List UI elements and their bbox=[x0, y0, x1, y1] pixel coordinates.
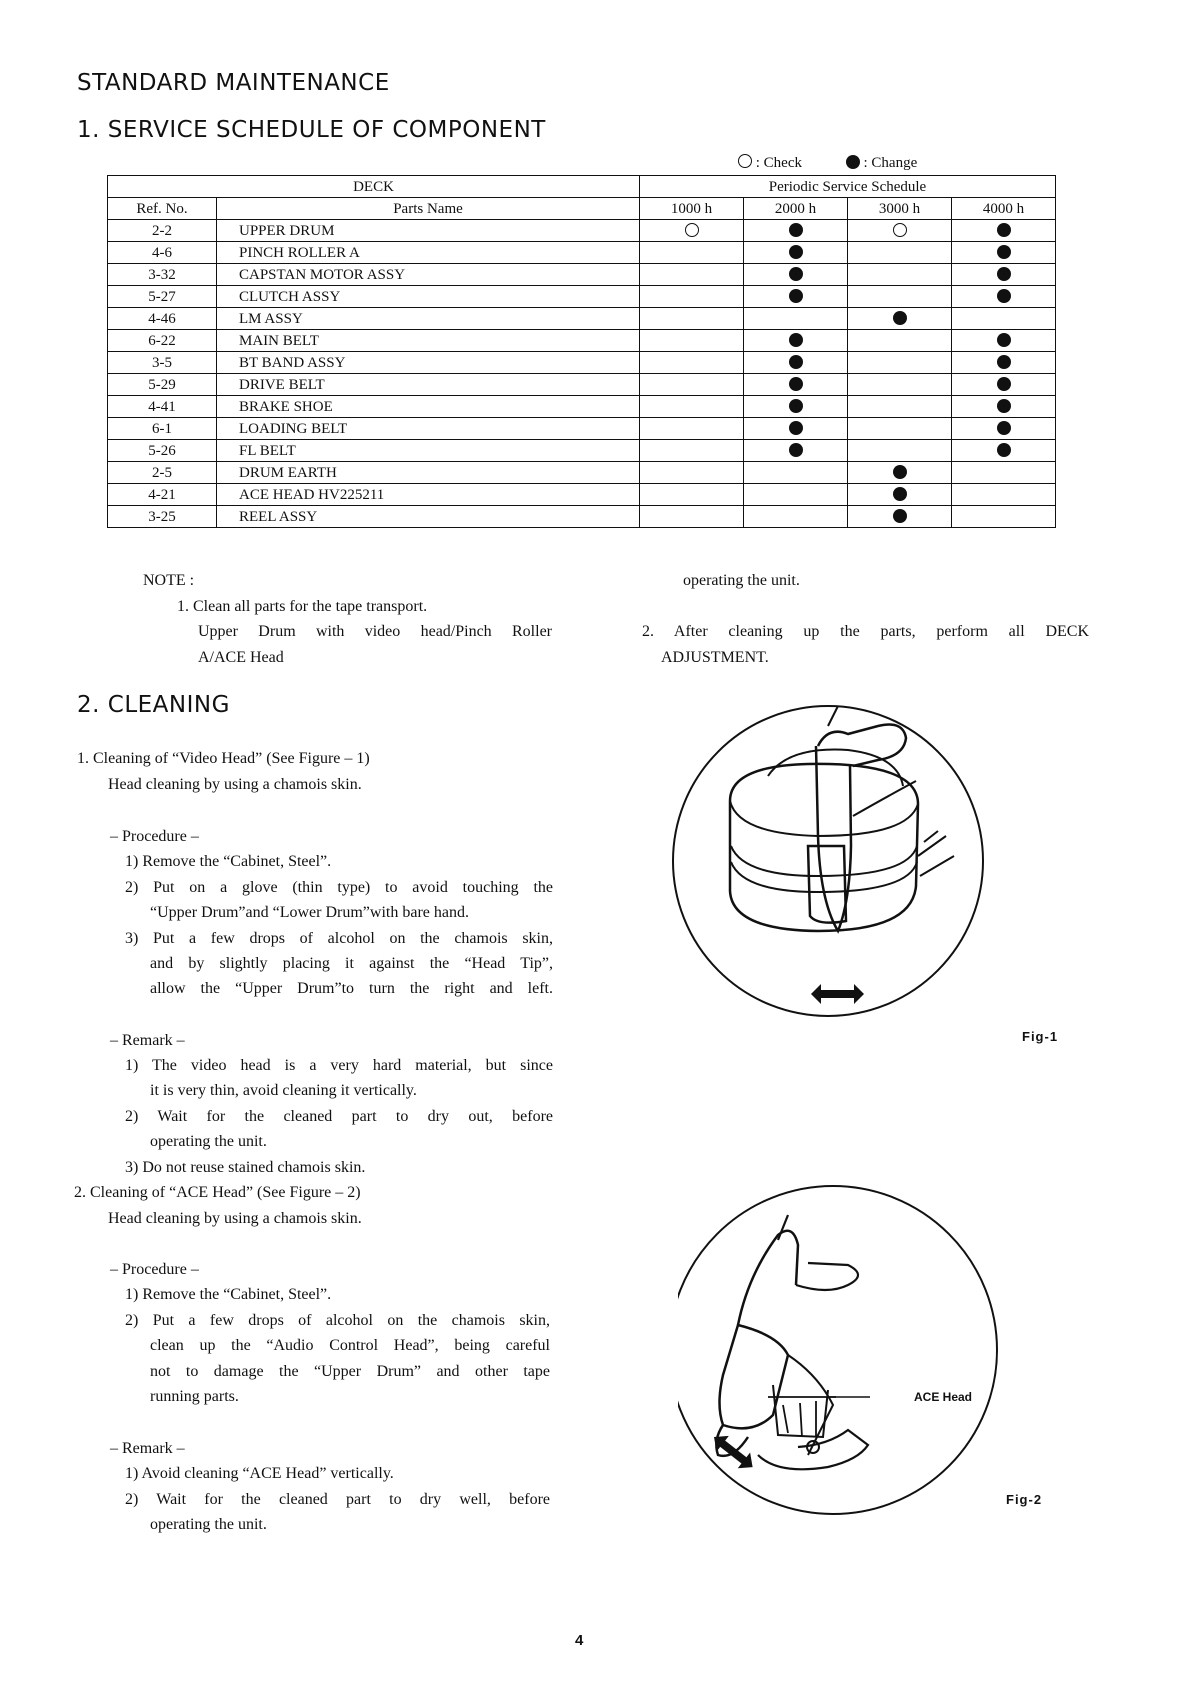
schedule-cell bbox=[848, 374, 952, 396]
table-row bbox=[108, 264, 1056, 286]
parts-name-cell: BRAKE SHOE bbox=[217, 396, 640, 418]
change-dot-icon bbox=[789, 333, 803, 347]
clean1-title: 1. Cleaning of “Video Head” (See Figure – 1) bbox=[77, 750, 370, 767]
clean1-remark-1-line2: it is very thin, avoid cleaning it vertically. bbox=[150, 1082, 417, 1099]
figure-2-ace-head-cleaning bbox=[678, 1175, 998, 1530]
ref-no-cell: 4-6 bbox=[108, 242, 217, 264]
table-row bbox=[108, 396, 1056, 418]
hour-header: 2000 h bbox=[744, 198, 848, 220]
ref-no-cell: 3-25 bbox=[108, 506, 217, 528]
ref-no-cell: 5-26 bbox=[108, 440, 217, 462]
schedule-cell bbox=[744, 374, 848, 396]
clean1-step-3: 3) Put a few drops of alcohol on the chamois skin, bbox=[125, 930, 553, 947]
clean1-remark-1: 1) The video head is a very hard material, but since bbox=[125, 1057, 553, 1074]
section2-title: 2. CLEANING bbox=[77, 692, 230, 718]
clean2-step-2-line4: running parts. bbox=[150, 1388, 239, 1405]
schedule-cell bbox=[744, 308, 848, 330]
hour-header: 4000 h bbox=[952, 198, 1056, 220]
page-title: STANDARD MAINTENANCE bbox=[77, 70, 390, 96]
parts-name-cell: LOADING BELT bbox=[217, 418, 640, 440]
service-schedule-table bbox=[107, 175, 1056, 528]
change-dot-icon bbox=[997, 267, 1011, 281]
schedule-cell bbox=[640, 396, 744, 418]
check-circle-icon bbox=[893, 223, 907, 237]
section1-title: 1. SERVICE SCHEDULE OF COMPONENT bbox=[77, 117, 546, 143]
schedule-cell bbox=[952, 440, 1056, 462]
ace-head-callout: ACE Head bbox=[914, 1390, 973, 1404]
figure-2-label: Fig-2 bbox=[1006, 1492, 1043, 1507]
schedule-cell bbox=[952, 330, 1056, 352]
schedule-cell bbox=[848, 506, 952, 528]
schedule-cell bbox=[744, 418, 848, 440]
change-dot-icon bbox=[997, 355, 1011, 369]
clean1-step-2: 2) Put on a glove (thin type) to avoid touching the bbox=[125, 879, 553, 896]
schedule-cell bbox=[640, 220, 744, 242]
schedule-cell bbox=[952, 506, 1056, 528]
clean2-subtitle: Head cleaning by using a chamois skin. bbox=[108, 1210, 362, 1227]
hour-header: 3000 h bbox=[848, 198, 952, 220]
ref-no-cell: 4-41 bbox=[108, 396, 217, 418]
change-dot-icon bbox=[789, 289, 803, 303]
schedule-cell bbox=[744, 462, 848, 484]
schedule-cell bbox=[640, 418, 744, 440]
ref-no-cell: 6-22 bbox=[108, 330, 217, 352]
parts-name-cell: FL BELT bbox=[217, 440, 640, 462]
ref-no-cell: 3-32 bbox=[108, 264, 217, 286]
clean2-step-2: 2) Put a few drops of alcohol on the chamois skin, bbox=[125, 1312, 550, 1329]
schedule-cell bbox=[952, 220, 1056, 242]
schedule-cell bbox=[640, 374, 744, 396]
clean1-subtitle: Head cleaning by using a chamois skin. bbox=[108, 776, 362, 793]
schedule-cell bbox=[848, 330, 952, 352]
clean2-remark-1: 1) Avoid cleaning “ACE Head” vertically. bbox=[125, 1465, 394, 1482]
ref-no-cell: 5-29 bbox=[108, 374, 217, 396]
table-row bbox=[108, 440, 1056, 462]
parts-name-cell: MAIN BELT bbox=[217, 330, 640, 352]
change-dot-icon bbox=[789, 399, 803, 413]
parts-name-cell: CLUTCH ASSY bbox=[217, 286, 640, 308]
parts-name-cell: BT BAND ASSY bbox=[217, 352, 640, 374]
table-subheader-row bbox=[108, 198, 1056, 220]
change-dot-icon bbox=[893, 509, 907, 523]
schedule-cell bbox=[640, 484, 744, 506]
schedule-cell bbox=[848, 396, 952, 418]
check-circle-icon bbox=[685, 223, 699, 237]
schedule-cell bbox=[640, 440, 744, 462]
clean1-step-1: 1) Remove the “Cabinet, Steel”. bbox=[125, 853, 332, 870]
schedule-cell bbox=[640, 286, 744, 308]
change-dot-icon bbox=[997, 289, 1011, 303]
schedule-cell bbox=[952, 484, 1056, 506]
schedule-cell bbox=[744, 264, 848, 286]
schedule-cell bbox=[848, 484, 952, 506]
note-2: 2. After cleaning up the parts, perform all DECK bbox=[642, 623, 1089, 640]
clean1-remark-2-line2: operating the unit. bbox=[150, 1133, 267, 1150]
schedule-cell bbox=[744, 440, 848, 462]
ref-no-cell: 5-27 bbox=[108, 286, 217, 308]
schedule-cell bbox=[952, 418, 1056, 440]
ref-no-cell: 4-46 bbox=[108, 308, 217, 330]
table-row bbox=[108, 352, 1056, 374]
parts-name-header: Parts Name bbox=[217, 198, 640, 220]
change-dot-icon bbox=[789, 443, 803, 457]
parts-name-cell: CAPSTAN MOTOR ASSY bbox=[217, 264, 640, 286]
ref-no-cell: 6-1 bbox=[108, 418, 217, 440]
change-dot-icon bbox=[789, 421, 803, 435]
note-1-continued: operating the unit. bbox=[683, 572, 800, 589]
clean2-remark-2: 2) Wait for the cleaned part to dry well, before bbox=[125, 1491, 550, 1508]
schedule-cell bbox=[640, 330, 744, 352]
schedule-cell bbox=[952, 242, 1056, 264]
clean1-step-3-line3: allow the “Upper Drum”to turn the right and left. bbox=[150, 980, 553, 997]
schedule-cell bbox=[848, 286, 952, 308]
change-dot-icon bbox=[789, 223, 803, 237]
change-dot-icon bbox=[997, 223, 1011, 237]
schedule-cell bbox=[848, 418, 952, 440]
legend-change: : Change bbox=[863, 155, 918, 171]
clean1-remark-label: – Remark – bbox=[110, 1032, 185, 1049]
schedule-cell bbox=[640, 308, 744, 330]
table-row bbox=[108, 286, 1056, 308]
schedule-cell bbox=[848, 242, 952, 264]
figure-1-video-head-cleaning bbox=[668, 686, 988, 1041]
ref-no-header: Ref. No. bbox=[108, 198, 217, 220]
check-circle-icon bbox=[738, 154, 752, 168]
schedule-cell bbox=[952, 396, 1056, 418]
parts-name-cell: DRIVE BELT bbox=[217, 374, 640, 396]
change-dot-icon bbox=[893, 465, 907, 479]
parts-name-cell: REEL ASSY bbox=[217, 506, 640, 528]
deck-header: DECK bbox=[108, 176, 640, 198]
table-row bbox=[108, 462, 1056, 484]
schedule-cell bbox=[848, 220, 952, 242]
schedule-cell bbox=[744, 484, 848, 506]
table-row bbox=[108, 330, 1056, 352]
schedule-cell bbox=[848, 462, 952, 484]
schedule-cell bbox=[848, 264, 952, 286]
note-1-line3: A/ACE Head bbox=[198, 649, 284, 666]
clean2-step-2-line2: clean up the “Audio Control Head”, being careful bbox=[150, 1337, 550, 1354]
clean2-title: 2. Cleaning of “ACE Head” (See Figure – 2) bbox=[74, 1184, 361, 1201]
table-row bbox=[108, 484, 1056, 506]
ref-no-cell: 2-5 bbox=[108, 462, 217, 484]
schedule-cell bbox=[640, 264, 744, 286]
change-dot-icon bbox=[893, 487, 907, 501]
note-label: NOTE : bbox=[143, 572, 195, 589]
table-header-row bbox=[108, 176, 1056, 198]
change-dot-icon bbox=[846, 155, 860, 169]
schedule-cell bbox=[952, 374, 1056, 396]
clean1-procedure-label: – Procedure – bbox=[110, 828, 199, 845]
schedule-cell bbox=[744, 242, 848, 264]
table-row bbox=[108, 220, 1056, 242]
parts-name-cell: UPPER DRUM bbox=[217, 220, 640, 242]
ref-no-cell: 2-2 bbox=[108, 220, 217, 242]
legend bbox=[738, 154, 917, 172]
clean1-step-3-line2: and by slightly placing it against the “Head Tip”, bbox=[150, 955, 553, 972]
schedule-cell bbox=[848, 440, 952, 462]
change-dot-icon bbox=[789, 377, 803, 391]
schedule-cell bbox=[952, 462, 1056, 484]
parts-name-cell: LM ASSY bbox=[217, 308, 640, 330]
schedule-header: Periodic Service Schedule bbox=[640, 176, 1056, 198]
legend-check: : Check bbox=[755, 155, 802, 171]
clean2-procedure-label: – Procedure – bbox=[110, 1261, 199, 1278]
note-2-line2: ADJUSTMENT. bbox=[661, 649, 769, 666]
table-row bbox=[108, 418, 1056, 440]
schedule-cell bbox=[952, 264, 1056, 286]
parts-name-cell: DRUM EARTH bbox=[217, 462, 640, 484]
table-row bbox=[108, 374, 1056, 396]
note-1: 1. Clean all parts for the tape transport. bbox=[177, 598, 428, 615]
clean2-step-2-line3: not to damage the “Upper Drum” and other tape bbox=[150, 1363, 550, 1380]
parts-name-cell: PINCH ROLLER A bbox=[217, 242, 640, 264]
change-dot-icon bbox=[997, 245, 1011, 259]
clean1-remark-2: 2) Wait for the cleaned part to dry out, before bbox=[125, 1108, 553, 1125]
change-dot-icon bbox=[997, 399, 1011, 413]
table-row bbox=[108, 308, 1056, 330]
change-dot-icon bbox=[789, 355, 803, 369]
change-dot-icon bbox=[789, 245, 803, 259]
note-1-line2: Upper Drum with video head/Pinch Roller bbox=[198, 623, 552, 640]
change-dot-icon bbox=[997, 443, 1011, 457]
schedule-cell bbox=[640, 506, 744, 528]
change-dot-icon bbox=[997, 421, 1011, 435]
schedule-cell bbox=[744, 286, 848, 308]
change-dot-icon bbox=[893, 311, 907, 325]
hour-header: 1000 h bbox=[640, 198, 744, 220]
schedule-cell bbox=[952, 352, 1056, 374]
schedule-cell bbox=[952, 286, 1056, 308]
figure-1-label: Fig-1 bbox=[1022, 1029, 1059, 1044]
schedule-cell bbox=[744, 330, 848, 352]
ref-no-cell: 4-21 bbox=[108, 484, 217, 506]
schedule-cell bbox=[744, 352, 848, 374]
clean1-step-2-line2: “Upper Drum”and “Lower Drum”with bare hand. bbox=[150, 904, 469, 921]
schedule-cell bbox=[744, 506, 848, 528]
clean2-remark-label: – Remark – bbox=[110, 1440, 185, 1457]
schedule-cell bbox=[848, 352, 952, 374]
change-dot-icon bbox=[997, 333, 1011, 347]
schedule-cell bbox=[952, 308, 1056, 330]
table-row bbox=[108, 242, 1056, 264]
change-dot-icon bbox=[997, 377, 1011, 391]
table-row bbox=[108, 506, 1056, 528]
schedule-cell bbox=[744, 396, 848, 418]
page-number: 4 bbox=[575, 1632, 584, 1649]
schedule-cell bbox=[744, 220, 848, 242]
clean2-remark-2-line2: operating the unit. bbox=[150, 1516, 267, 1533]
schedule-cell bbox=[640, 462, 744, 484]
clean1-remark-3: 3) Do not reuse stained chamois skin. bbox=[125, 1159, 366, 1176]
ref-no-cell: 3-5 bbox=[108, 352, 217, 374]
schedule-cell bbox=[848, 308, 952, 330]
schedule-cell bbox=[640, 242, 744, 264]
parts-name-cell: ACE HEAD HV225211 bbox=[217, 484, 640, 506]
change-dot-icon bbox=[789, 267, 803, 281]
schedule-cell bbox=[640, 352, 744, 374]
clean2-step-1: 1) Remove the “Cabinet, Steel”. bbox=[125, 1286, 332, 1303]
